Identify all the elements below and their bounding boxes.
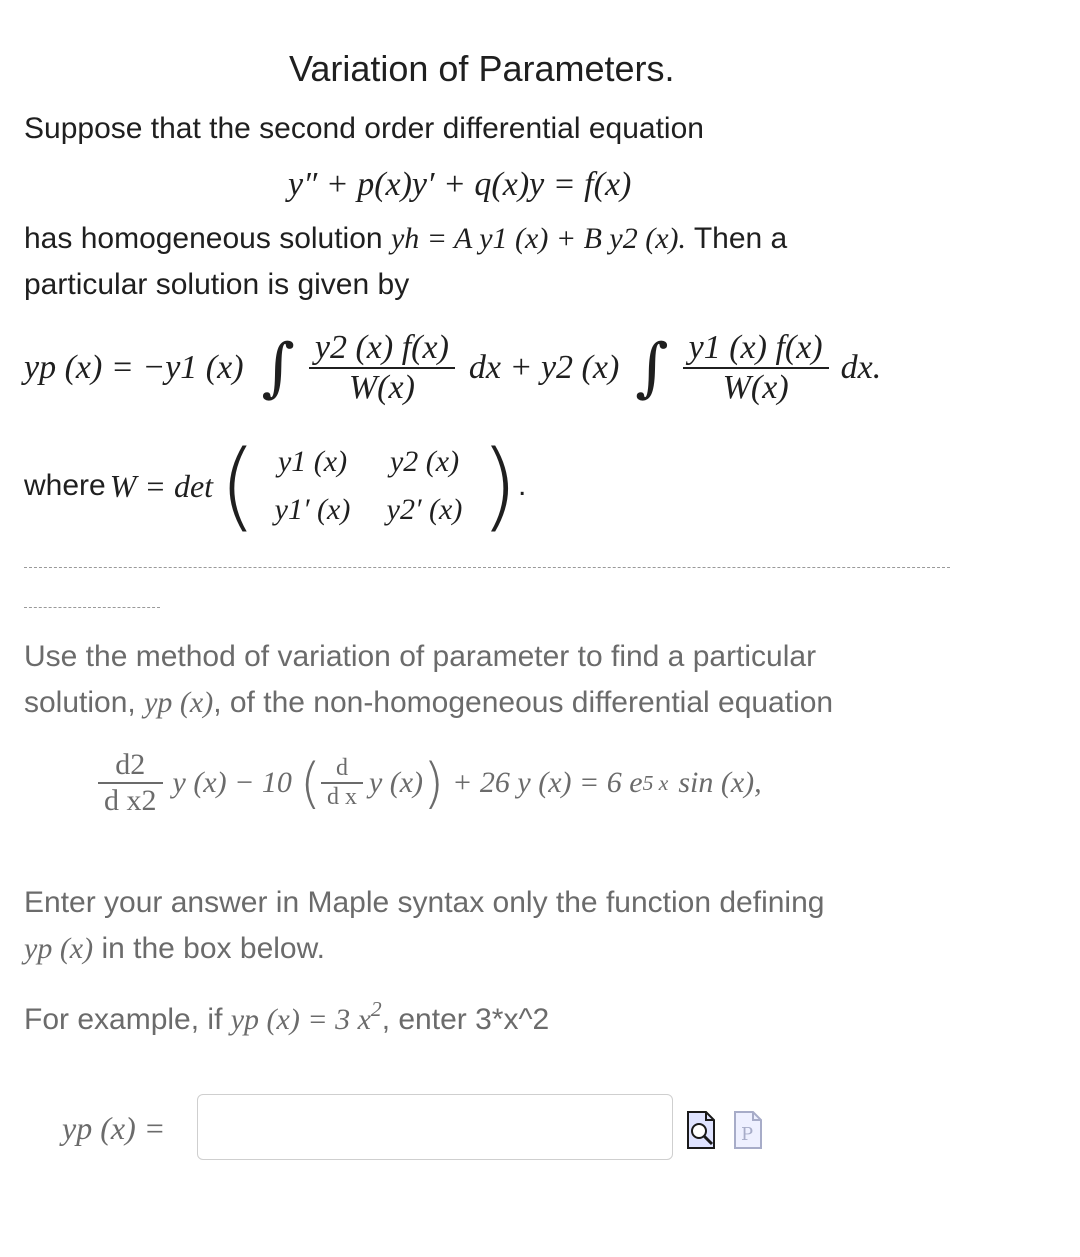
example-post: , enter 3*x^2	[381, 1002, 550, 1036]
ode-equation: y″ + p(x)y′ + q(x)y = f(x)	[288, 166, 632, 203]
wronskian-w-eq: W = det	[109, 468, 214, 504]
intro-line-2-post: Then a	[686, 222, 788, 255]
example-exponent: 2	[370, 997, 382, 1021]
maple-help-icon[interactable]	[733, 1110, 763, 1150]
d1-denominator: d x	[321, 782, 363, 811]
particular-solution-formula	[24, 318, 881, 418]
problem-line-2-pre: solution,	[24, 686, 145, 719]
fraction-1-numerator: y2 (x) f(x)	[314, 329, 449, 366]
integral-sign: ∫	[635, 331, 669, 405]
instructions-line-1: Enter your answer in Maple syntax only the function defining	[24, 886, 825, 919]
right-paren: )	[480, 430, 518, 542]
problem-line-2-post: , of the non-homogeneous differential equation	[213, 686, 834, 719]
matrix-cell: y1′ (x)	[274, 493, 351, 526]
eq-term-4: sin (x),	[678, 766, 762, 799]
example-math: yp (x) = 3 x	[230, 1002, 371, 1036]
formula-mid: dx + y2 (x)	[468, 349, 620, 386]
yp-math: yp (x)	[24, 932, 94, 965]
fraction-1	[309, 329, 455, 407]
answer-input[interactable]	[197, 1094, 673, 1160]
formula-end: dx.	[840, 349, 882, 386]
intro-line-1: Suppose that the second order differential equation	[24, 112, 704, 145]
problem-line-1: Use the method of variation of parameter to find a particular	[24, 640, 817, 673]
answer-label: yp (x) =	[62, 1110, 166, 1146]
fraction-1-denominator: W(x)	[309, 367, 455, 407]
wronskian-matrix	[257, 438, 481, 534]
dashed-divider-short	[24, 607, 160, 608]
matrix-cell: y2′ (x)	[386, 493, 463, 526]
intro-line-3: particular solution is given by	[24, 268, 410, 301]
exponent: 5 x	[642, 770, 669, 795]
formula-lhs: yp (x) = −y1 (x)	[24, 349, 244, 386]
intro-line-2	[24, 220, 787, 258]
d2-denominator: d x2	[98, 782, 163, 818]
instructions-example	[24, 990, 549, 1039]
integral-sign: ∫	[261, 331, 295, 405]
intro-line-2-pre: has homogeneous solution	[24, 222, 391, 255]
d1-numerator: d	[335, 755, 348, 781]
problem-line-2	[24, 684, 833, 722]
wronskian-end: .	[517, 469, 527, 502]
right-paren: )	[423, 751, 445, 815]
left-paren: (	[219, 430, 257, 542]
preview-icon[interactable]	[686, 1110, 716, 1150]
eq-term-3: + 26 y (x) = 6 e	[452, 766, 643, 799]
fraction-2	[683, 329, 829, 407]
wronskian-prefix: where	[24, 469, 106, 502]
svg-text:P: P	[741, 1124, 754, 1145]
eq-term-2: y (x)	[368, 766, 424, 799]
fraction-2-numerator: y1 (x) f(x)	[688, 329, 823, 366]
first-derivative-operator	[321, 755, 363, 811]
homogeneous-solution-math: yh = A y1 (x) + B y2 (x).	[390, 222, 687, 255]
instructions-line-2	[24, 930, 325, 968]
second-derivative-operator	[98, 748, 163, 818]
wronskian-definition	[24, 430, 527, 542]
left-paren: (	[299, 751, 321, 815]
example-pre: For example, if	[24, 1002, 231, 1036]
matrix-cell: y1 (x)	[277, 445, 348, 478]
eq-term-1: y (x) − 10	[172, 766, 292, 799]
yp-math: yp (x)	[144, 686, 214, 719]
d2-numerator: d2	[115, 748, 146, 781]
fraction-2-denominator: W(x)	[683, 367, 829, 407]
page-title: Variation of Parameters.	[289, 48, 675, 89]
matrix-cell: y2 (x)	[389, 445, 460, 478]
instructions-line-2-post: in the box below.	[93, 932, 325, 965]
dashed-divider	[24, 567, 950, 568]
differential-equation	[98, 738, 762, 828]
